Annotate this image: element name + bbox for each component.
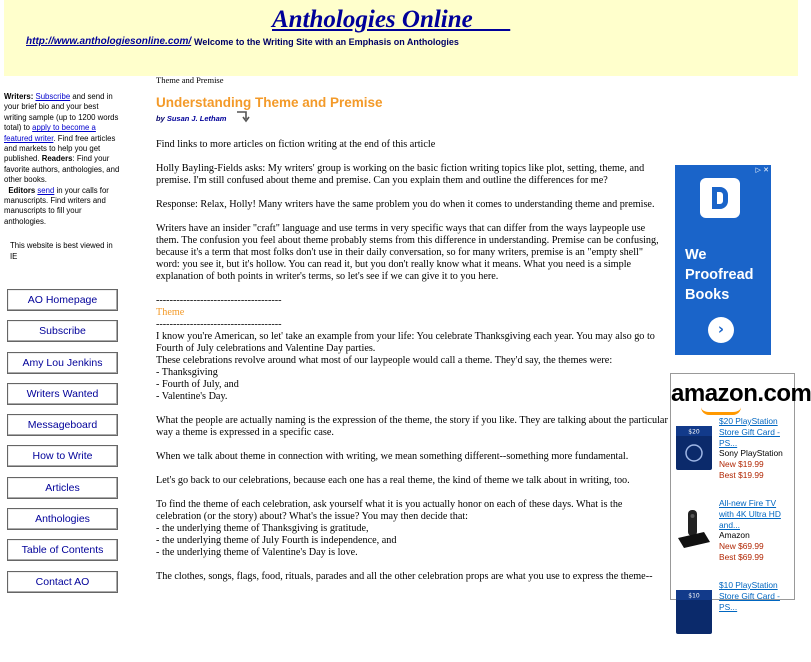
nav-articles-button[interactable]: Articles	[7, 477, 118, 499]
amazon-logo-text: amazon.com	[671, 380, 811, 407]
site-url-link[interactable]: http://www.anthologiesonline.com/	[26, 36, 192, 47]
section-theme-label: Theme	[156, 307, 185, 318]
fire-tv-icon	[674, 508, 714, 552]
product-price-best: Best $69.99	[719, 551, 764, 562]
editors-label: Editors	[8, 185, 36, 195]
amazon-product-info	[719, 498, 793, 563]
paragraph-1: Writers have an insider "craft" language and use terms in very specific ways that can differ from the ways laypeople use them. The confusion you feel about theme probably stems from this difference in understanding. Premise can be confusing, because it's a term that most folks don't use in their daily conversation, so for many writers, premise is an "empty shell" word: you see it, but it's hollow. You can read it, but you don't really know what it means. What you need is a simple explanation of both points in writer's terms, so let's see if we can give it to you here.	[156, 223, 659, 282]
editors-text: in your calls for manuscripts. Find writers and manuscripts to fill your anthologies.	[4, 185, 109, 226]
question-paragraph: Holly Bayling-Fields asks: My writers' group is working on the basic fiction writing topics like plot, setting, theme, and premise. I'm still confused about theme and premise. Can you explain them and outline the differences for me?	[156, 163, 645, 186]
apply-featured-writer-link[interactable]: apply to become a featured writer	[4, 123, 96, 143]
amazon-product-info	[719, 580, 793, 612]
paragraph-2b: These celebrations revolve around what most of our laypeople would call a theme. They'd say, the themes were:	[156, 355, 613, 366]
list-item: - Thanksgiving	[156, 367, 218, 378]
byline	[156, 113, 226, 125]
svg-text:$10: $10	[688, 592, 700, 600]
nav-how-to-write-button[interactable]: How to Write	[7, 445, 118, 467]
ad-line: Proofread	[685, 267, 754, 283]
amazon-product[interactable]	[671, 580, 794, 662]
list-item: - the underlying theme of Thanksgiving is gratitude,	[156, 523, 369, 534]
svg-text:$20: $20	[688, 428, 700, 436]
product-price-new: New $19.99	[719, 459, 764, 470]
nav-table-of-contents-button[interactable]: Table of Contents	[7, 539, 118, 561]
amazon-logo[interactable]	[671, 374, 811, 416]
ad-next-arrow-icon[interactable]: ›	[708, 317, 734, 343]
playstation-card-icon	[674, 426, 714, 470]
product-brand: Amazon	[719, 530, 750, 541]
paragraph-5: Let's go back to our celebrations, because each one has a real theme, the kind of theme we talk about in writing, too.	[156, 475, 630, 486]
response-paragraph: Response: Relax, Holly! Many writers have the same problem you do when it comes to understanding theme and premise.	[156, 199, 655, 210]
amazon-product-info	[719, 416, 793, 481]
paragraph-4: When we talk about theme in connection with writing, we mean something different--something more fundamental.	[156, 451, 629, 462]
readers-text: : Find your favorite authors, anthologies, and other books.	[4, 154, 120, 185]
product-brand: Sony PlayStation	[719, 448, 783, 459]
article-title: Understanding Theme and Premise	[156, 95, 383, 110]
proofread-ad[interactable]	[675, 165, 771, 355]
list-item: - Valentine's Day.	[156, 391, 228, 402]
byline-row	[156, 109, 668, 129]
nav-writers-wanted-button[interactable]: Writers Wanted	[7, 383, 118, 405]
proofread-ad-text	[685, 245, 754, 305]
paragraph-3: What the people are actually naming is the expression of the theme, the story if you like. They are talking about the particular way a theme is expressed in a specific case.	[156, 415, 668, 438]
playstation-card-icon	[674, 590, 714, 634]
ie-note: This website is best viewed in IE	[10, 241, 113, 261]
proofread-logo-icon	[700, 178, 740, 218]
product-title-link[interactable]: $20 PlayStation Store Gift Card - PS...	[719, 416, 780, 448]
amazon-ad	[670, 373, 811, 612]
site-header	[4, 0, 798, 76]
nav-anthologies-button[interactable]: Anthologies	[7, 508, 118, 530]
readers-label: Readers	[41, 154, 73, 164]
amazon-smile-icon	[701, 407, 741, 415]
product-title-link[interactable]: $10 PlayStation Store Gift Card - PS...	[719, 580, 780, 612]
divider-top: -------------------------------------	[156, 295, 282, 306]
subscribe-link[interactable]: Subscribe	[35, 92, 71, 101]
ad-line: Books	[685, 287, 730, 303]
paragraph-7: The clothes, songs, flags, food, rituals, parades and all the other celebration props are what you use to express the theme--	[156, 571, 653, 582]
send-link[interactable]: send	[37, 185, 55, 195]
writers-label: Writers:	[4, 92, 34, 101]
welcome-tagline: Welcome to the Writing Site with an Emphasis on Anthologies	[194, 37, 459, 47]
nav-ao-homepage-button[interactable]: AO Homepage	[7, 289, 118, 311]
nav-amy-lou-jenkins-button[interactable]: Amy Lou Jenkins	[7, 352, 118, 374]
amazon-product[interactable]	[671, 498, 794, 580]
paragraph-6: To find the theme of each celebration, ask yourself what it is you actually honor on each of these days. What is the celebration (or the story) about? What's the issue? You may then decide that:	[156, 499, 623, 522]
list-item: - the underlying theme of Valentine's Day is love.	[156, 547, 358, 558]
intro-text: Find links to more articles on fiction writing at the end of this article	[156, 139, 436, 150]
ad-line: We	[685, 247, 707, 263]
nav-menu	[7, 289, 118, 602]
writers-blurb	[4, 92, 122, 227]
author-name: Susan J. Letham	[166, 114, 227, 123]
nav-subscribe-button[interactable]: Subscribe	[7, 320, 118, 342]
list-item: - Fourth of July, and	[156, 379, 239, 390]
product-title-link[interactable]: All-new Fire TV with 4K Ultra HD and...	[719, 498, 781, 530]
product-price-best: Best $19.99	[719, 469, 764, 480]
nav-messageboard-button[interactable]: Messageboard	[7, 414, 118, 436]
paragraph-2a: I know you're American, so let' take an example from your life: You celebrate Thanksgiving each year. You may also go to Fourth of July celebrations and Valentine Day parties.	[156, 331, 655, 354]
writers-text-2: . Find free articles and markets to help you get published.	[4, 133, 116, 164]
divider-bottom: -------------------------------------	[156, 319, 282, 330]
sidebar	[4, 92, 122, 262]
site-title[interactable]: Anthologies Online	[272, 6, 511, 33]
down-arrow-icon[interactable]	[236, 109, 250, 123]
article	[156, 74, 668, 583]
nav-contact-ao-button[interactable]: Contact AO	[7, 571, 118, 593]
breadcrumb: Theme and Premise	[156, 75, 224, 85]
writers-text-1: and send in your brief bio and your best writing sample (up to 1200 words total) to	[4, 92, 119, 133]
product-price-new: New $69.99	[719, 541, 764, 552]
ad-info-icon[interactable]: ▷ ✕	[755, 166, 769, 174]
amazon-product[interactable]	[671, 416, 794, 498]
list-item: - the underlying theme of July Fourth is independence, and	[156, 535, 397, 546]
byline-prefix: by	[156, 114, 167, 123]
